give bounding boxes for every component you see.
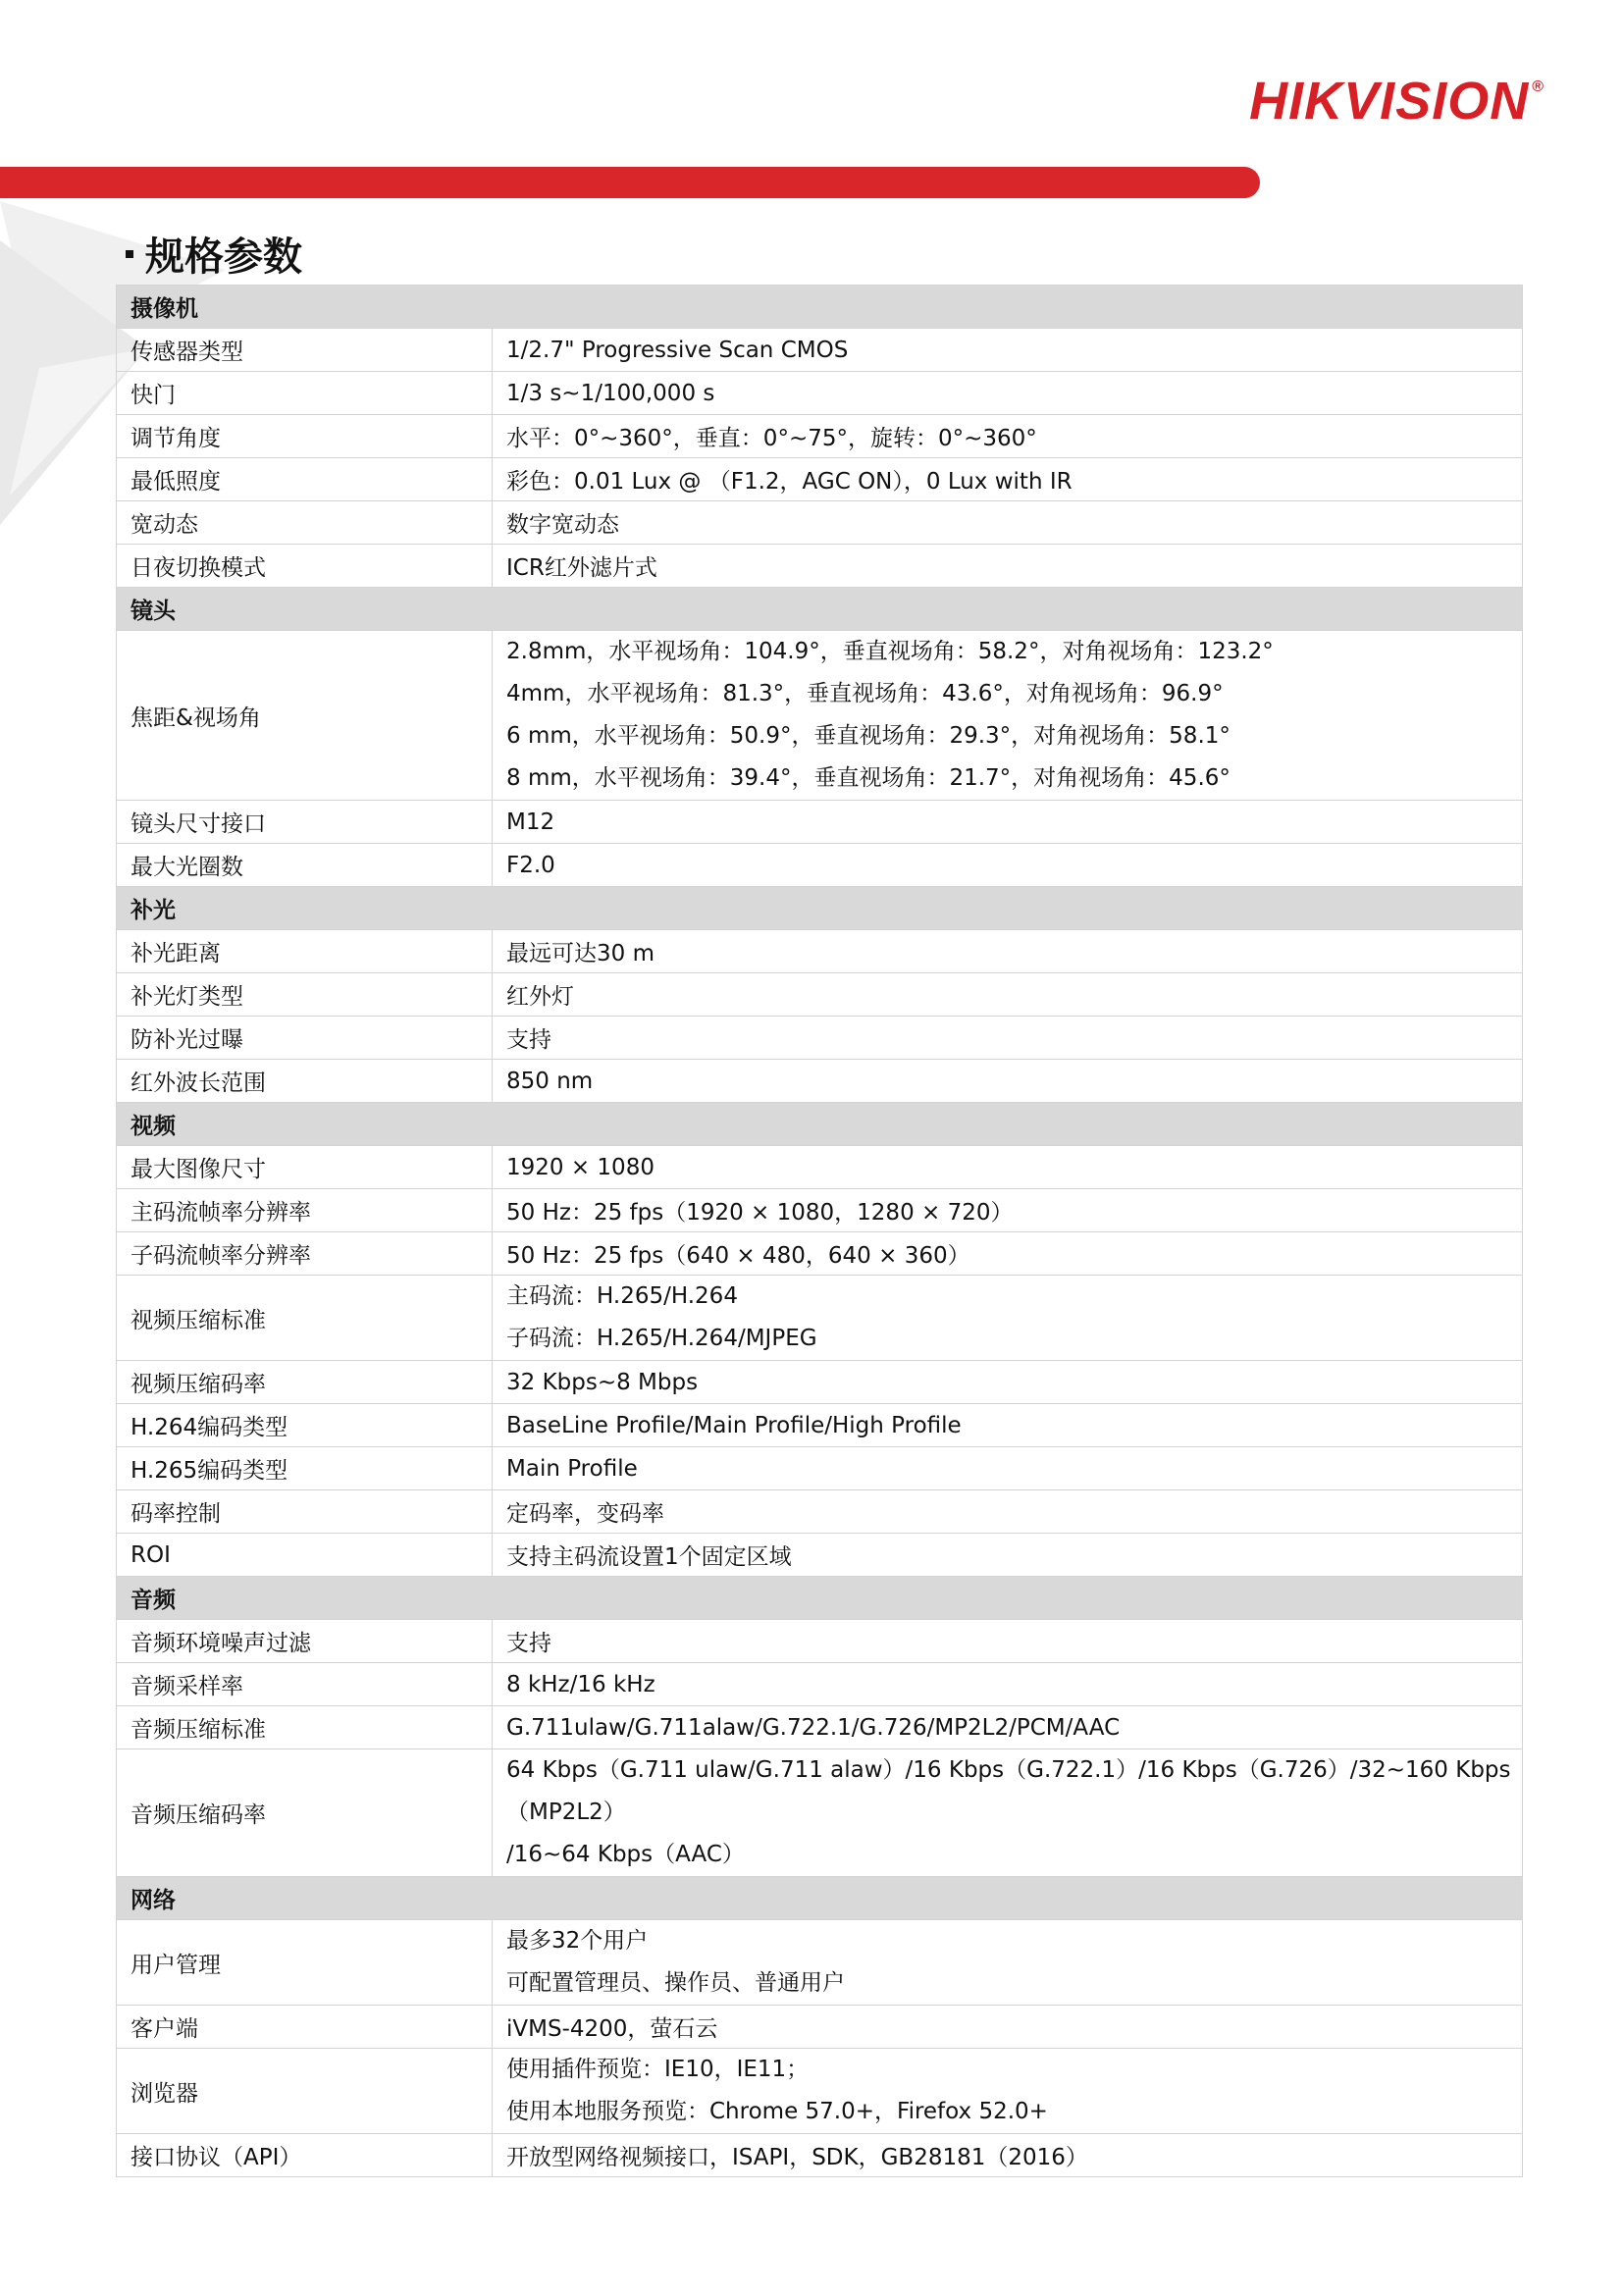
spec-key: 最大光圈数 [117,844,493,887]
hikvision-logo [1249,71,1544,131]
table-row [117,1749,1523,1877]
spec-key: 补光灯类型 [117,973,493,1017]
spec-key: 浏览器 [117,2049,493,2134]
spec-key: 主码流帧率分辨率 [117,1189,493,1232]
spec-key: 音频压缩码率 [117,1749,493,1877]
table-row [117,1447,1523,1490]
spec-line: 6 mm，水平视场角：50.9°，垂直视场角：29.3°，对角视场角：58.1° [506,723,1230,749]
spec-line: /16~64 Kbps（AAC） [506,1842,745,1867]
spec-value: 50 Hz：25 fps（640 × 480，640 × 360） [493,1232,1523,1276]
spec-key: 防补光过曝 [117,1017,493,1060]
spec-key: 码率控制 [117,1490,493,1534]
spec-value: 数字宽动态 [493,501,1523,545]
spec-key: 红外波长范围 [117,1060,493,1103]
spec-value: 50 Hz：25 fps（1920 × 1080，1280 × 720） [493,1189,1523,1232]
spec-value: BaseLine Profile/Main Profile/High Profile [493,1404,1523,1447]
spec-key: 最低照度 [117,458,493,501]
table-row [117,930,1523,973]
table-row [117,631,1523,801]
registered-mark: ® [1532,78,1544,95]
spec-key: 最大图像尺寸 [117,1146,493,1189]
spec-key: 焦距&视场角 [117,631,493,801]
spec-value: F2.0 [493,844,1523,887]
table-row [117,545,1523,588]
table-row [117,1146,1523,1189]
category-row-video [117,1103,1523,1146]
spec-value: 1/3 s~1/100,000 s [493,372,1523,415]
spec-line: 可配置管理员、操作员、普通用户 [506,1970,845,1996]
category-title: 补光 [117,887,1523,930]
table-row [117,1920,1523,2006]
spec-value: 8 kHz/16 kHz [493,1663,1523,1706]
table-row [117,329,1523,372]
spec-value: 水平：0°~360°，垂直：0°~75°，旋转：0°~360° [493,415,1523,458]
table-row [117,1232,1523,1276]
spec-value: ICR红外滤片式 [493,545,1523,588]
spec-key: 传感器类型 [117,329,493,372]
table-row [117,973,1523,1017]
spec-value: Main Profile [493,1447,1523,1490]
spec-line: 使用插件预览：IE10，IE11； [506,2057,810,2082]
spec-table [116,285,1523,2177]
spec-value: 支持主码流设置1个固定区域 [493,1534,1523,1577]
spec-value-multiline [493,1920,1523,2006]
spec-key: ROI [117,1534,493,1577]
spec-value: 支持 [493,1620,1523,1663]
page-title-text: 规格参数 [145,235,302,280]
spec-key: 调节角度 [117,415,493,458]
spec-key: 快门 [117,372,493,415]
spec-key: 音频环境噪声过滤 [117,1620,493,1663]
spec-value: G.711ulaw/G.711alaw/G.722.1/G.726/MP2L2/PCM/AAC [493,1706,1523,1749]
category-row-network [117,1877,1523,1920]
spec-value: 最远可达30 m [493,930,1523,973]
bullet-icon [126,250,133,258]
spec-line: 4mm，水平视场角：81.3°，垂直视场角：43.6°，对角视场角：96.9° [506,681,1224,706]
spec-key: 宽动态 [117,501,493,545]
table-row [117,415,1523,458]
spec-value: 1/2.7" Progressive Scan CMOS [493,329,1523,372]
table-row [117,1060,1523,1103]
table-row [117,1017,1523,1060]
header-red-bar [0,167,1260,198]
spec-key: 音频采样率 [117,1663,493,1706]
spec-value: 红外灯 [493,973,1523,1017]
table-row [117,801,1523,844]
spec-key: 镜头尺寸接口 [117,801,493,844]
table-row [117,1189,1523,1232]
category-title: 镜头 [117,588,1523,631]
table-row [117,1276,1523,1361]
table-row [117,1534,1523,1577]
table-row [117,1663,1523,1706]
spec-value-multiline [493,2049,1523,2134]
category-row-lens [117,588,1523,631]
table-row [117,2006,1523,2049]
table-row [117,1361,1523,1404]
table-row [117,1620,1523,1663]
category-title: 音频 [117,1577,1523,1620]
spec-key: 补光距离 [117,930,493,973]
spec-key: 视频压缩码率 [117,1361,493,1404]
spec-key: H.264编码类型 [117,1404,493,1447]
spec-key: 音频压缩标准 [117,1706,493,1749]
table-row [117,372,1523,415]
table-row [117,2134,1523,2177]
table-row [117,501,1523,545]
spec-key: H.265编码类型 [117,1447,493,1490]
spec-key: 客户端 [117,2006,493,2049]
brand-name: HIKVISION [1249,72,1530,130]
table-row [117,2049,1523,2134]
spec-value-multiline [493,1749,1523,1877]
spec-line: 8 mm，水平视场角：39.4°，垂直视场角：21.7°，对角视场角：45.6° [506,765,1230,791]
spec-value: iVMS-4200，萤石云 [493,2006,1523,2049]
category-title: 网络 [117,1877,1523,1920]
spec-key: 日夜切换模式 [117,545,493,588]
spec-value: 1920 × 1080 [493,1146,1523,1189]
spec-line: 子码流：H.265/H.264/MJPEG [506,1326,817,1351]
spec-value: 开放型网络视频接口，ISAPI，SDK，GB28181（2016） [493,2134,1523,2177]
table-row [117,844,1523,887]
spec-line: 主码流：H.265/H.264 [506,1283,738,1309]
spec-key: 子码流帧率分辨率 [117,1232,493,1276]
category-row-fill-light [117,887,1523,930]
spec-value-multiline [493,631,1523,801]
table-row [117,1404,1523,1447]
category-title: 摄像机 [117,286,1523,329]
spec-key: 用户管理 [117,1920,493,2006]
category-title: 视频 [117,1103,1523,1146]
spec-key: 视频压缩标准 [117,1276,493,1361]
spec-value-multiline [493,1276,1523,1361]
spec-value: M12 [493,801,1523,844]
table-row [117,458,1523,501]
spec-value: 彩色：0.01 Lux @ （F1.2，AGC ON），0 Lux with IR [493,458,1523,501]
spec-key: 接口协议（API） [117,2134,493,2177]
spec-line: 使用本地服务预览：Chrome 57.0+，Firefox 52.0+ [506,2099,1048,2124]
page-title [126,226,302,282]
spec-value: 定码率，变码率 [493,1490,1523,1534]
spec-value: 支持 [493,1017,1523,1060]
category-row-audio [117,1577,1523,1620]
table-row [117,1490,1523,1534]
spec-line: 最多32个用户 [506,1928,649,1954]
spec-line: 64 Kbps（G.711 ulaw/G.711 alaw）/16 Kbps（G.722.1）/16 Kbps（G.726）/32~160 Kbps（MP2L2） [506,1757,1511,1825]
table-row [117,1706,1523,1749]
category-row-camera [117,286,1523,329]
spec-value: 850 nm [493,1060,1523,1103]
spec-line: 2.8mm，水平视场角：104.9°，垂直视场角：58.2°，对角视场角：123.2° [506,639,1274,664]
spec-value: 32 Kbps~8 Mbps [493,1361,1523,1404]
